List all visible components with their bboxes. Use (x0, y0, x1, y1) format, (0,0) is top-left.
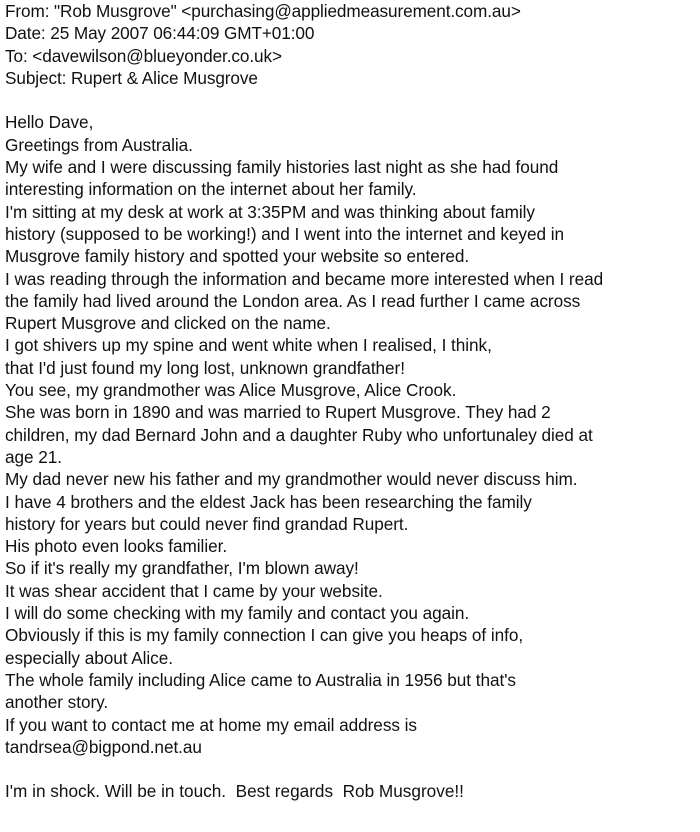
body-line: I was reading through the information and became more interested when I read (5, 268, 604, 289)
body-line: another story. (5, 692, 109, 713)
body-line: His photo even looks familier. (5, 536, 228, 557)
signoff-line: I'm in shock. Will be in touch. Best regards Rob Musgrove!! (5, 781, 464, 802)
body-line: Greetings from Australia. (5, 134, 193, 155)
body-line: tandrsea@bigpond.net.au (5, 736, 202, 757)
body-line: If you want to contact me at home my email address is (5, 714, 417, 735)
body-line: especially about Alice. (5, 647, 173, 668)
body-line: Obviously if this is my family connection I can give you heaps of info, (5, 625, 524, 646)
body-line: My wife and I were discussing family histories last night as she had found (5, 157, 559, 178)
body-line: The whole family including Alice came to Australia in 1956 but that's (5, 669, 516, 690)
email-body (5, 111, 695, 758)
body-line: Hello Dave, (5, 112, 94, 133)
email-document (5, 0, 695, 803)
body-line: children, my dad Bernard John and a daughter Ruby who unfortunaley died at (5, 424, 593, 445)
body-line: history for years but could never find grandad Rupert. (5, 513, 409, 534)
date-line: Date: 25 May 2007 06:44:09 GMT+01:00 (5, 23, 315, 44)
body-line: I got shivers up my spine and went white when I realised, I think, (5, 335, 492, 356)
email-headers (5, 0, 695, 89)
body-line: She was born in 1890 and was married to Rupert Musgrove. They had 2 (5, 402, 551, 423)
body-line: age 21. (5, 446, 62, 467)
body-line: I will do some checking with my family and contact you again. (5, 603, 470, 624)
body-line: I'm sitting at my desk at work at 3:35PM and was thinking about family (5, 201, 535, 222)
to-line: To: <davewilson@blueyonder.co.uk> (5, 45, 282, 66)
body-line: history (supposed to be working!) and I went into the internet and keyed in (5, 223, 564, 244)
subject-line: Subject: Rupert & Alice Musgrove (5, 67, 258, 88)
body-line: Musgrove family history and spotted your website so entered. (5, 246, 470, 267)
body-line: that I'd just found my long lost, unknown grandfather! (5, 357, 405, 378)
from-line: From: "Rob Musgrove" <purchasing@appliedmeasurement.com.au> (5, 1, 521, 21)
body-line: My dad never new his father and my grandmother would never discuss him. (5, 469, 578, 490)
body-line: It was shear accident that I came by your website. (5, 580, 383, 601)
body-line: You see, my grandmother was Alice Musgrove, Alice Crook. (5, 380, 457, 401)
body-line: Rupert Musgrove and clicked on the name. (5, 313, 331, 334)
spacer (5, 758, 695, 780)
body-line: So if it's really my grandfather, I'm blown away! (5, 558, 359, 579)
body-line: interesting information on the internet about her family. (5, 179, 417, 200)
body-line: the family had lived around the London area. As I read further I came across (5, 290, 581, 311)
body-line: I have 4 brothers and the eldest Jack has been researching the family (5, 491, 532, 512)
spacer (5, 89, 695, 111)
